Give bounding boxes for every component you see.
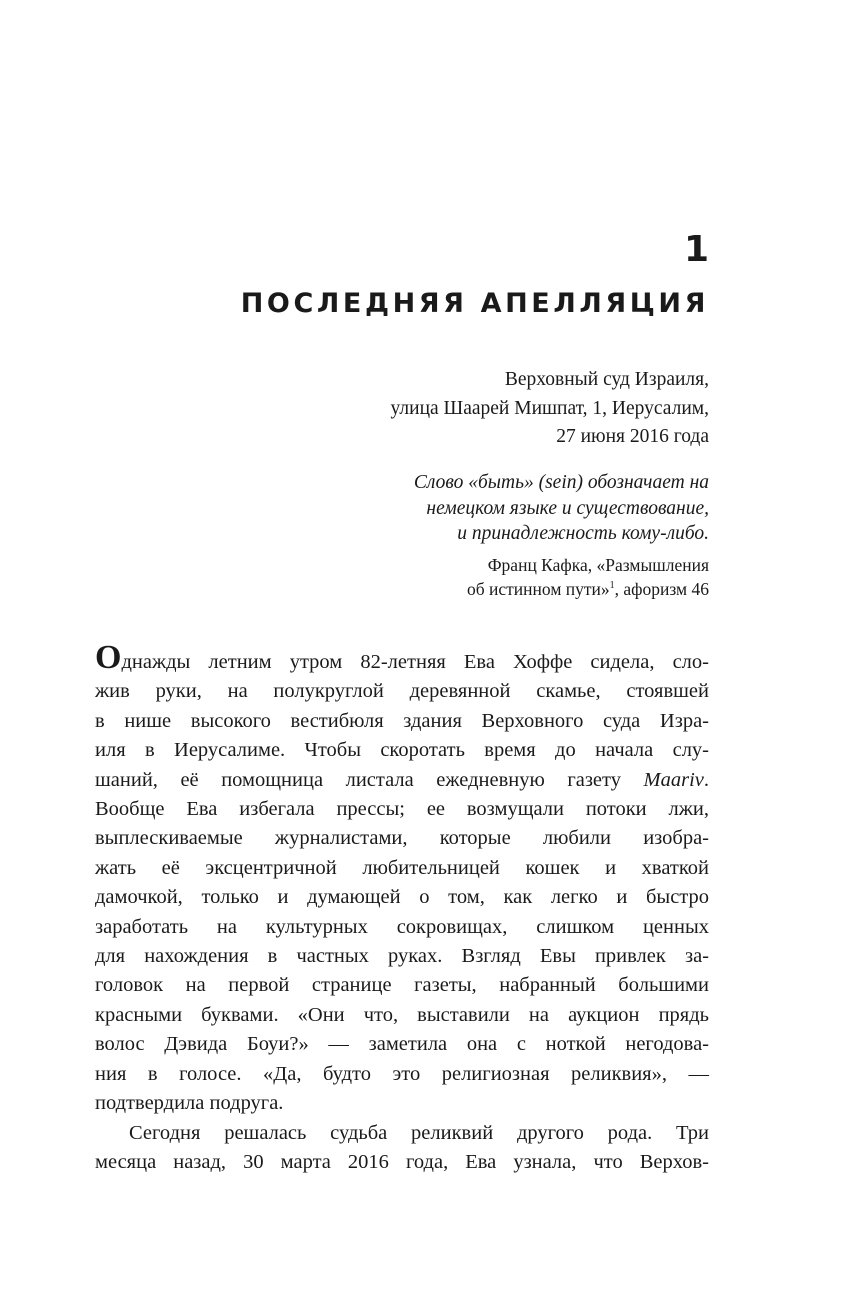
footnote-mark[interactable]: 1 [609,579,615,591]
text-line: ния в голосе. «Да, будто это религиозная реликвия», — [95,1062,709,1085]
epigraph-source-line [414,577,709,601]
text-line: в нише высокого вестибюля здания Верховного суда Изра- [95,709,709,732]
text-line [95,766,709,795]
text-line: жать её эксцентричной любительницей кошек и хваткой [95,856,709,879]
epigraph-quote-line: и принадлежность кому-либо. [457,523,709,544]
location-line: улица Шаарей Мишпат, 1, Иерусалим, [390,397,709,419]
text-line: выплескиваемые журналистами, которые любили изобра- [95,827,709,850]
epigraph-source-text: об истинном пути» [467,578,610,599]
text-line: подтвердила подруга. [95,1092,284,1115]
text-fragment: . [703,768,709,791]
text-line: Вообще Ева избегала прессы; ее возмущали потоки лжи, [95,798,709,821]
text-line: иля в Иерусалиме. Чтобы скоротать время до начала слу- [95,739,709,762]
epigraph-quote-line: немецком языке и существование, [426,497,709,519]
text-line [95,639,709,677]
text-line: красными буквами. «Они что, выставили на аукцион прядь [95,1003,709,1026]
text-line: волос Дэвида Боуи?» — заметила она с ноткой негодова- [95,1033,709,1056]
epigraph-source-line: Франц Кафка, «Размышления [487,554,709,575]
epigraph-source [414,553,709,601]
text-line: жив руки, на полукруглой деревянной скамье, стоявшей [95,680,709,703]
epigraph-source-text: , афоризм 46 [614,578,709,599]
text-line: головок на первой странице газеты, набранный большими [95,974,709,997]
epigraph-quote-line: Слово «быть» (sein) обозначает на [413,472,709,493]
text-line: для нахождения в частных руках. Взгляд Евы привлек за- [95,945,709,968]
epigraph-quote [414,470,709,547]
body-text [95,639,709,1177]
text-line: заработать на культурных сокровищах, слишком ценных [95,915,709,938]
chapter-title: ПОСЛЕДНЯЯ АПЕЛЛЯЦИЯ [240,288,709,319]
text-line: месяца назад, 30 марта 2016 года, Ева узнала, что Верхов- [95,1150,709,1173]
drop-cap: О [95,639,122,676]
location-line: Верховный суд Израиля, [504,369,709,390]
text-fragment: шаний, её помощница листала ежедневную газету [95,768,644,791]
location-dateline [391,366,709,452]
text-line: Сегодня решалась судьба реликвий другого рода. Три [129,1121,709,1144]
text-line: дамочкой, только и думающей о том, как легко и быстро [95,886,709,909]
epigraph [414,470,709,601]
paragraph-2 [95,1119,709,1178]
location-line: 27 июня 2016 года [556,426,709,447]
paragraph-1 [95,639,709,1119]
chapter-number: 1 [683,229,709,270]
text-fragment: днажды летним утром 82-летняя Ева Хоффе сидела, сло- [121,651,709,673]
newspaper-name: Maariv [643,768,704,791]
